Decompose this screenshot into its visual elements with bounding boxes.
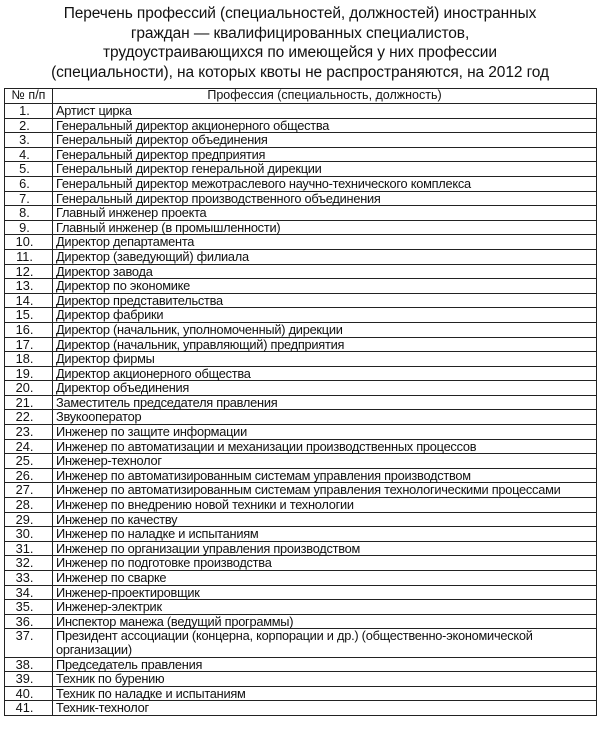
table-row (5, 249, 597, 264)
table-row (5, 468, 597, 483)
table-row (5, 395, 597, 410)
row-number: 32. (5, 556, 53, 571)
row-profession: Инженер по организации управления производством (53, 541, 597, 556)
table-row (5, 527, 597, 542)
table-row (5, 191, 597, 206)
row-profession: Инженер по защите информации (53, 425, 597, 440)
row-number: 25. (5, 454, 53, 469)
row-profession: Генеральный директор межотраслевого научно-технического комплекса (53, 176, 597, 191)
table-row (5, 571, 597, 586)
table-row (5, 483, 597, 498)
row-number: 1. (5, 104, 53, 119)
table-row (5, 308, 597, 323)
row-profession: Директор по экономике (53, 279, 597, 294)
row-profession: Директор фирмы (53, 352, 597, 367)
row-number: 2. (5, 118, 53, 133)
row-number: 27. (5, 483, 53, 498)
title-line: Перечень профессий (специальностей, должностей) иностранных (63, 5, 537, 22)
table-row (5, 686, 597, 701)
row-profession: Президент ассоциации (концерна, корпорации и др.) (общественно-экономической организации) (53, 629, 597, 657)
row-number: 26. (5, 468, 53, 483)
row-profession: Заместитель председателя правления (53, 395, 597, 410)
table-row (5, 206, 597, 221)
row-number: 17. (5, 337, 53, 352)
row-profession: Техник по бурению (53, 672, 597, 687)
row-profession: Генеральный директор генеральной дирекции (53, 162, 597, 177)
row-profession: Генеральный директор производственного объединения (53, 191, 597, 206)
table-row (5, 381, 597, 396)
table-row (5, 600, 597, 615)
row-number: 10. (5, 235, 53, 250)
row-number: 19. (5, 366, 53, 381)
row-number: 31. (5, 541, 53, 556)
professions-table (4, 88, 597, 716)
table-row (5, 410, 597, 425)
row-profession: Генеральный директор акционерного общества (53, 118, 597, 133)
row-number: 39. (5, 672, 53, 687)
table-row (5, 585, 597, 600)
table-row (5, 629, 597, 657)
table-body (5, 104, 597, 716)
table-row (5, 439, 597, 454)
row-number: 23. (5, 425, 53, 440)
table-row (5, 104, 597, 119)
row-number: 15. (5, 308, 53, 323)
header-number: № п/п (5, 89, 53, 104)
row-profession: Инженер по наладке и испытаниям (53, 527, 597, 542)
table-row (5, 162, 597, 177)
table-row (5, 541, 597, 556)
table-row (5, 337, 597, 352)
row-profession: Директор департамента (53, 235, 597, 250)
row-number: 34. (5, 585, 53, 600)
row-profession: Директор (заведующий) филиала (53, 249, 597, 264)
table-row (5, 118, 597, 133)
row-profession: Директор (начальник, управляющий) предприятия (53, 337, 597, 352)
row-number: 9. (5, 220, 53, 235)
title-line: (специальности), на которых квоты не распространяются, на 2012 год (51, 63, 549, 81)
row-profession: Инженер по подготовке производства (53, 556, 597, 571)
table-row (5, 264, 597, 279)
row-profession: Артист цирка (53, 104, 597, 119)
table-header-row (5, 89, 597, 104)
table-row (5, 366, 597, 381)
row-profession: Председатель правления (53, 657, 597, 672)
table-row (5, 293, 597, 308)
row-number: 41. (5, 701, 53, 716)
row-profession: Директор фабрики (53, 308, 597, 323)
table-row (5, 425, 597, 440)
table-row (5, 657, 597, 672)
row-number: 18. (5, 352, 53, 367)
row-profession: Директор завода (53, 264, 597, 279)
table-row (5, 235, 597, 250)
row-number: 35. (5, 600, 53, 615)
table-row (5, 322, 597, 337)
table-row (5, 454, 597, 469)
table-row (5, 220, 597, 235)
row-number: 28. (5, 498, 53, 513)
row-profession: Генеральный директор предприятия (53, 147, 597, 162)
row-number: 6. (5, 176, 53, 191)
row-number: 11. (5, 249, 53, 264)
row-profession: Инженер по внедрению новой техники и технологии (53, 498, 597, 513)
row-profession: Инспектор манежа (ведущий программы) (53, 614, 597, 629)
row-number: 5. (5, 162, 53, 177)
row-profession: Инженер по автоматизированным системам управления технологическими процессами (53, 483, 597, 498)
row-profession: Главный инженер (в промышленности) (53, 220, 597, 235)
row-profession: Инженер-электрик (53, 600, 597, 615)
row-number: 36. (5, 614, 53, 629)
row-profession: Инженер по автоматизации и механизации производственных процессов (53, 439, 597, 454)
row-number: 22. (5, 410, 53, 425)
row-profession: Инженер по качеству (53, 512, 597, 527)
row-number: 3. (5, 133, 53, 148)
row-profession: Директор (начальник, уполномоченный) дирекции (53, 322, 597, 337)
table-row (5, 133, 597, 148)
row-profession: Главный инженер проекта (53, 206, 597, 221)
row-profession: Инженер-проектировщик (53, 585, 597, 600)
table-row (5, 147, 597, 162)
title-line: трудоустраивающихся по имеющейся у них профессии (103, 44, 497, 61)
row-number: 14. (5, 293, 53, 308)
row-number: 7. (5, 191, 53, 206)
row-number: 29. (5, 512, 53, 527)
table-row (5, 556, 597, 571)
table-row (5, 672, 597, 687)
row-number: 38. (5, 657, 53, 672)
row-number: 24. (5, 439, 53, 454)
row-profession: Генеральный директор объединения (53, 133, 597, 148)
table-row (5, 701, 597, 716)
row-profession: Звукооператор (53, 410, 597, 425)
row-profession: Директор представительства (53, 293, 597, 308)
row-profession: Директор акционерного общества (53, 366, 597, 381)
row-number: 8. (5, 206, 53, 221)
row-profession: Директор объединения (53, 381, 597, 396)
row-number: 13. (5, 279, 53, 294)
row-profession: Техник-технолог (53, 701, 597, 716)
document-title (4, 4, 596, 82)
table-row (5, 176, 597, 191)
row-number: 16. (5, 322, 53, 337)
table-row (5, 279, 597, 294)
table-row (5, 512, 597, 527)
row-number: 30. (5, 527, 53, 542)
row-profession: Инженер-технолог (53, 454, 597, 469)
table-row (5, 614, 597, 629)
row-number: 20. (5, 381, 53, 396)
row-number: 40. (5, 686, 53, 701)
table-row (5, 498, 597, 513)
table-row (5, 352, 597, 367)
header-profession: Профессия (специальность, должность) (53, 89, 597, 104)
row-profession: Техник по наладке и испытаниям (53, 686, 597, 701)
title-line: граждан — квалифицированных специалистов, (130, 24, 470, 42)
row-number: 12. (5, 264, 53, 279)
row-number: 4. (5, 147, 53, 162)
row-profession: Инженер по сварке (53, 571, 597, 586)
row-number: 21. (5, 395, 53, 410)
row-profession: Инженер по автоматизированным системам управления производством (53, 468, 597, 483)
row-number: 33. (5, 571, 53, 586)
row-number: 37. (5, 629, 53, 657)
